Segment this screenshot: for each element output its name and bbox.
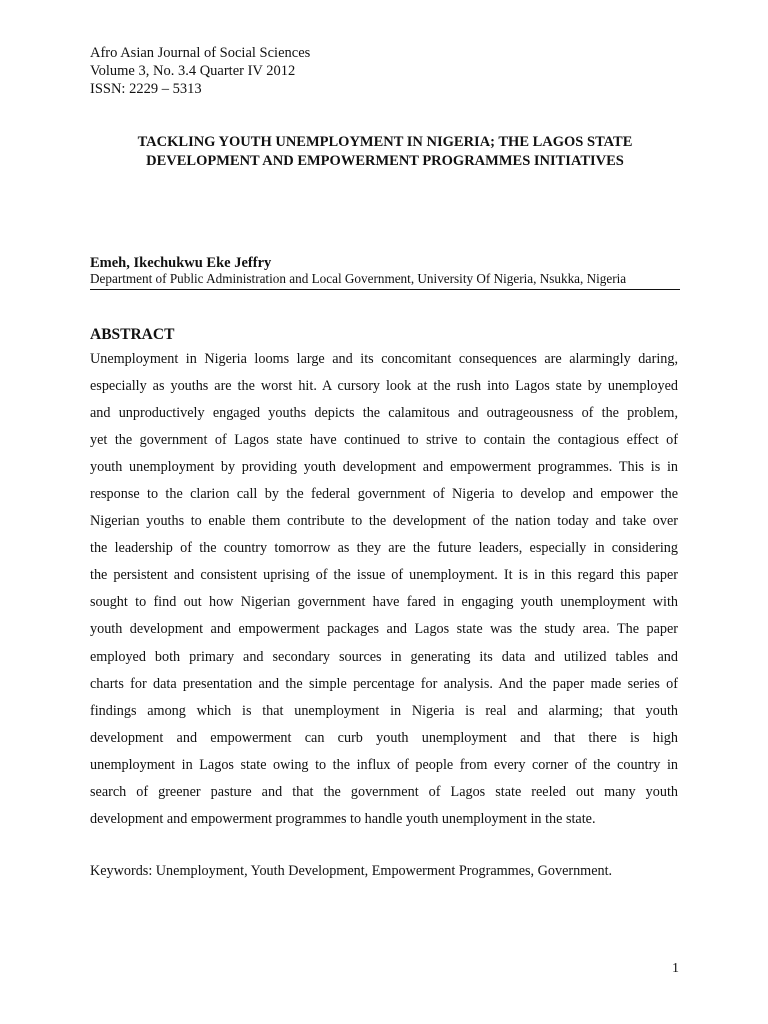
abstract-line: development and empowerment can curb youth unemployment and that there is high xyxy=(90,729,678,746)
abstract-line: yet the government of Lagos state have continued to strive to contain the contagious effect of xyxy=(90,432,678,449)
abstract-body xyxy=(90,349,678,836)
abstract-line: findings among which is that unemployment in Nigeria is real and alarming; that youth xyxy=(90,702,678,719)
abstract-line: charts for data presentation and the simple percentage for analysis. And the paper made series of xyxy=(90,675,678,692)
paper-title-line-2: DEVELOPMENT AND EMPOWERMENT PROGRAMMES INITIATIVES xyxy=(146,153,624,169)
journal-issn: ISSN: 2229 – 5313 xyxy=(90,81,202,97)
journal-header xyxy=(90,44,310,98)
paper-title-line-1: TACKLING YOUTH UNEMPLOYMENT IN NIGERIA; THE LAGOS STATE xyxy=(137,134,633,150)
journal-name: Afro Asian Journal of Social Sciences xyxy=(90,45,311,61)
abstract-line: employed both primary and secondary sources in generating its data and utilized tables and xyxy=(90,648,678,665)
abstract-line: youth development and empowerment packages and Lagos state was the study area. The paper xyxy=(90,621,678,638)
keywords: Keywords: Unemployment, Youth Development, Empowerment Programmes, Government. xyxy=(90,863,613,879)
abstract-line: Nigerian youths to enable them contribute to the development of the nation today and take over xyxy=(90,513,678,530)
abstract-line: unemployment in Lagos state owing to the influx of people from every corner of the country in xyxy=(90,756,678,773)
abstract-line: search of greener pasture and that the government of Lagos state reeled out many youth xyxy=(90,783,678,800)
abstract-line: the leadership of the country tomorrow as they are the future leaders, especially in considering xyxy=(90,540,678,557)
page-number: 1 xyxy=(672,961,679,976)
abstract-line: Unemployment in Nigeria looms large and its concomitant consequences are alarmingly daring, xyxy=(90,351,678,367)
abstract-line: development and empowerment programmes to handle youth unemployment in the state. xyxy=(90,810,596,827)
paper-title xyxy=(90,133,680,171)
journal-volume: Volume 3, No. 3.4 Quarter IV 2012 xyxy=(90,63,296,79)
abstract-line: sought to find out how Nigerian government have fared in engaging youth unemployment with xyxy=(90,594,678,611)
author-name: Emeh, Ikechukwu Eke Jeffry xyxy=(90,255,272,271)
abstract-line: and unproductively engaged youths depicts the calamitous and outrageousness of the problem, xyxy=(90,405,678,422)
abstract-heading: ABSTRACT xyxy=(90,326,175,343)
author-affiliation: Department of Public Administration and Local Government, University Of Nigeria, Nsukka, Nigeria xyxy=(90,270,680,290)
abstract-line: response to the clarion call by the federal government of Nigeria to develop and empower the xyxy=(90,486,678,503)
abstract-line: especially as youths are the worst hit. A cursory look at the rush into Lagos state by unemployed xyxy=(90,378,678,395)
abstract-line: youth unemployment by providing youth development and empowerment programmes. This is in xyxy=(90,459,678,476)
abstract-line: the persistent and consistent uprising of the issue of unemployment. It is in this regard this paper xyxy=(90,567,678,584)
